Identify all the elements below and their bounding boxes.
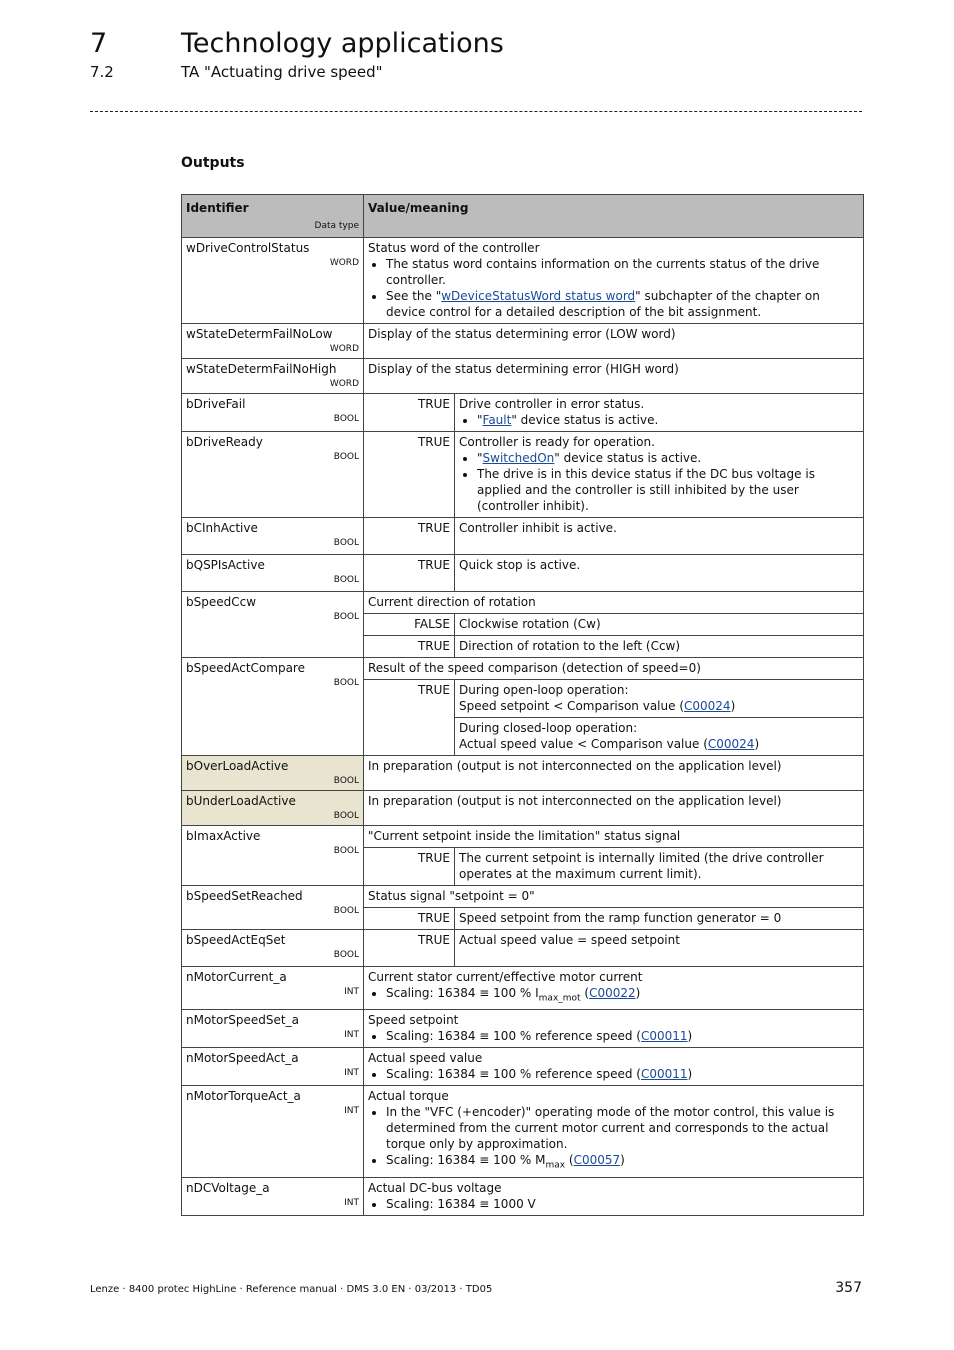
footer-text: Lenze · 8400 protec HighLine · Reference manual · DMS 3.0 EN · 03/2013 · TD05: [90, 1284, 493, 1295]
table-row: bSpeedCcw BOOL Current direction of rotation: [182, 592, 864, 614]
fault-link[interactable]: Fault: [482, 413, 512, 427]
table-row: bSpeedSetReached BOOL Status signal "setpoint = 0": [182, 886, 864, 908]
table-row: TRUE Speed setpoint from the ramp function generator = 0: [182, 908, 864, 930]
table-row: bOverLoadActive BOOL In preparation (output is not interconnected on the application level): [182, 756, 864, 791]
table-row: nMotorTorqueAct_a INT Actual torque • In the "VFC (+encoder)" operating mode of the motor control, this value is determined from the current motor current and corresponds to the actual torque only by approximation. • Scaling: 16384 ≡ 100 % $M_{max}$ (C00057): [182, 1086, 864, 1177]
table-row: bDriveReady BOOL TRUE Controller is ready for operation. • "SwitchedOn" device status is active. • The drive is in this device status if the DC bus voltage is applied and the controller is still inhibited by the user (controller inhibit).: [182, 432, 864, 518]
c00024-link[interactable]: C00024: [684, 699, 731, 713]
c00011-link[interactable]: C00011: [640, 1067, 688, 1082]
table-row: bSpeedActEqSet BOOL TRUE Actual speed value = speed setpoint: [182, 930, 864, 967]
chapter-title: Technology applications: [181, 28, 504, 59]
table-row: wDriveControlStatus WORD Status word of the controller • The status word contains information on the currents status of the drive controller. • See the "wDeviceStatusWord status word" subchapter of the chapter on device control for a detailed description of the bit assignment.: [182, 238, 864, 324]
header-value-meaning: Value/meaning: [364, 195, 864, 238]
section-number: 7.2: [90, 63, 114, 81]
table-row: bCInhActive BOOL TRUE Controller inhibit is active.: [182, 518, 864, 555]
table-row: TRUE During open-loop operation: Speed setpoint < Comparison value (C00024): [182, 680, 864, 718]
outputs-heading: Outputs: [181, 155, 245, 171]
table-row: nMotorSpeedSet_a INT Speed setpoint • Scaling: 16384 ≡ 100 % reference speed (C00011): [182, 1010, 864, 1048]
wdevicestatusword-link[interactable]: wDeviceStatusWord status word: [441, 289, 636, 303]
table-row: FALSE Clockwise rotation (Cw): [182, 614, 864, 636]
outputs-table: [181, 194, 864, 1216]
c00011-link[interactable]: C00011: [640, 1029, 688, 1044]
table-row: bUnderLoadActive BOOL In preparation (output is not interconnected on the application level): [182, 791, 864, 826]
table-row: TRUE Direction of rotation to the left (Ccw): [182, 636, 864, 658]
c00024-link[interactable]: C00024: [707, 737, 755, 751]
table-row: nMotorCurrent_a INT Current stator current/effective motor current • Scaling: 16384 ≡ 100 % $I_{max\_mot}$ (C00022): [182, 967, 864, 1010]
c00057-link[interactable]: C00057: [573, 1153, 621, 1168]
header-identifier: Identifier Data type: [182, 195, 364, 238]
table-row: bSpeedActCompare BOOL Result of the speed comparison (detection of speed=0): [182, 658, 864, 680]
chapter-number: 7: [90, 28, 108, 59]
table-row: bDriveFail BOOL TRUE Drive controller in error status. • "Fault" device status is active.: [182, 394, 864, 432]
table-row: bImaxActive BOOL "Current setpoint inside the limitation" status signal: [182, 826, 864, 848]
section-title: TA "Actuating drive speed": [181, 63, 383, 81]
header-divider: [90, 111, 862, 112]
table-row: nDCVoltage_a INT Actual DC-bus voltage • Scaling: 16384 ≡ 1000 V: [182, 1177, 864, 1215]
page-number: 357: [835, 1280, 862, 1296]
table-row: wStateDetermFailNoLow WORD Display of the status determining error (LOW word): [182, 324, 864, 359]
table-row: wStateDetermFailNoHigh WORD Display of the status determining error (HIGH word): [182, 359, 864, 394]
table-row: During closed-loop operation: Actual speed value < Comparison value (C00024): [182, 718, 864, 756]
table-row: bQSPIsActive BOOL TRUE Quick stop is active.: [182, 555, 864, 592]
table-row: TRUE The current setpoint is internally limited (the drive controller operates at the maximum current limit).: [182, 848, 864, 886]
table-row: nMotorSpeedAct_a INT Actual speed value • Scaling: 16384 ≡ 100 % reference speed (C00011): [182, 1048, 864, 1086]
table-header-row: [182, 195, 864, 238]
switchedon-link[interactable]: SwitchedOn: [482, 451, 555, 465]
c00022-link[interactable]: C00022: [589, 986, 636, 1000]
